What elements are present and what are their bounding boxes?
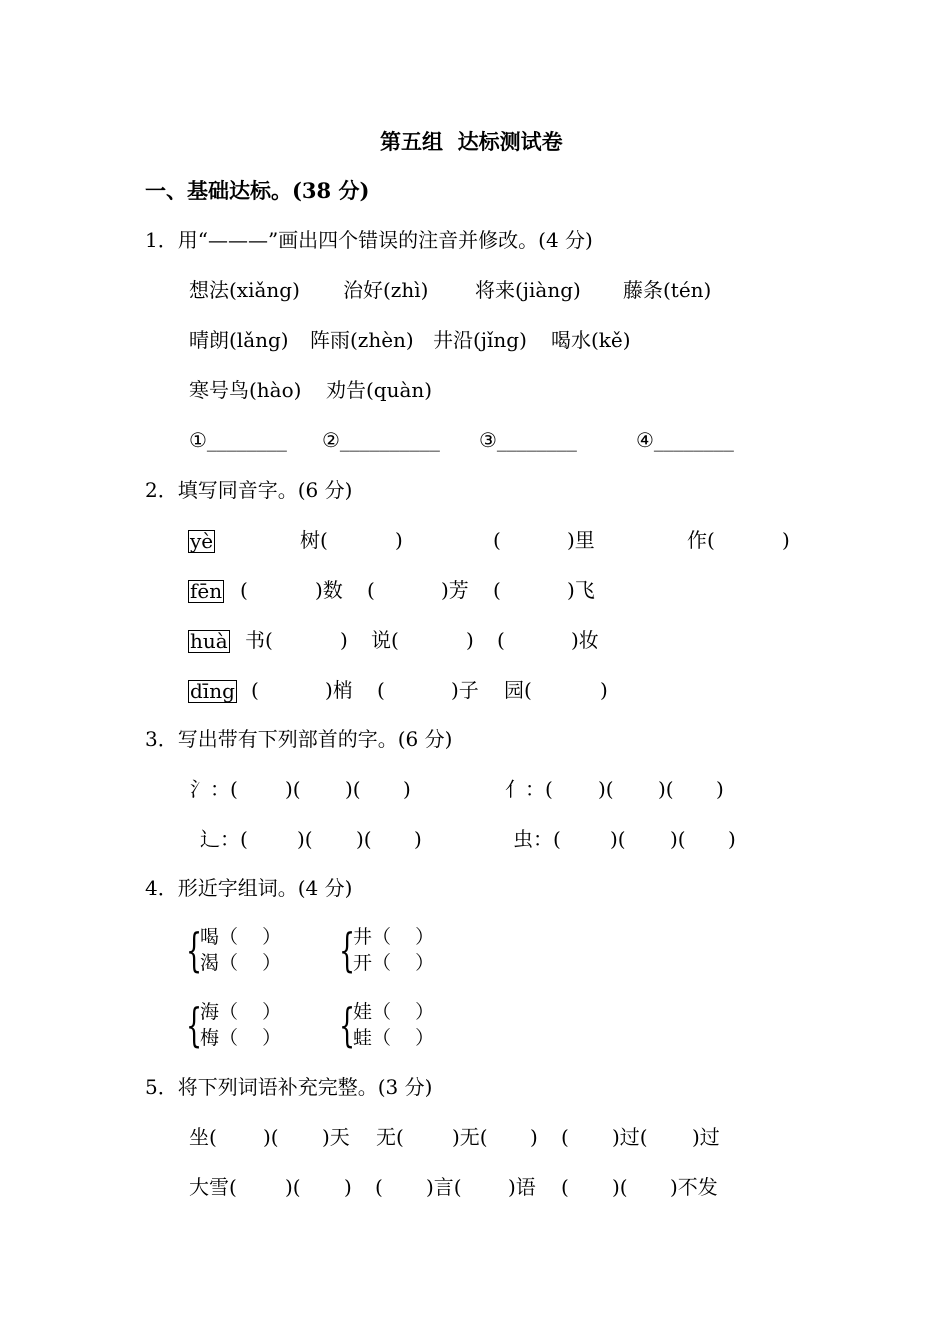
similar-char-word: 蛙（ ） (353, 1027, 435, 1049)
fill-text: )里 (567, 528, 595, 552)
radical-row: )( (670, 827, 686, 851)
radical-row: )( (285, 777, 301, 801)
similar-char-word: 开（ ） (353, 952, 435, 974)
fill-text: 园( (504, 678, 532, 702)
pinyin-item: 晴朗(lǎng) (189, 328, 289, 352)
pinyin-box: yè (190, 529, 214, 553)
fill-text: ) (340, 628, 348, 652)
fill-text: )子 (451, 678, 479, 702)
brace-icon: { (186, 998, 203, 1052)
pinyin-box: huà (190, 629, 228, 653)
pinyin-item: 阵雨(zhèn) (310, 328, 414, 352)
idiom-part: )过( (612, 1125, 648, 1149)
radical-row: 辶：( (200, 827, 248, 851)
answer-blank[interactable]: ③________ (479, 428, 577, 452)
pinyin-item: 治好(zhì) (343, 278, 429, 302)
radical-row: 虫：( (513, 827, 561, 851)
fill-text: ( (497, 628, 505, 652)
similar-char-word: 梅（ ） (200, 1027, 282, 1049)
question-3-prompt: 3．写出带有下列部首的字。(6 分) (145, 727, 453, 751)
idiom-part: ( (561, 1175, 569, 1199)
radical-row: ) (716, 777, 724, 801)
pinyin-item: 喝水(kě) (551, 328, 631, 352)
answer-blank[interactable]: ④________ (636, 428, 734, 452)
question-2-prompt: 2．填写同音字。(6 分) (145, 478, 353, 502)
pinyin-item: 井沿(jǐng) (433, 328, 527, 352)
similar-char-word: 渴（ ） (200, 952, 282, 974)
question-1-prompt: 1．用“———”画出四个错误的注音并修改。(4 分) (145, 228, 593, 252)
fill-text: 树( (300, 528, 328, 552)
idiom-part: )无( (452, 1125, 488, 1149)
fill-text: )梢 (325, 678, 353, 702)
radical-row: )( (598, 777, 614, 801)
idiom-part: )( (285, 1175, 301, 1199)
idiom-part: )语 (508, 1175, 536, 1199)
brace-icon: { (186, 923, 203, 977)
radical-row: ) (403, 777, 411, 801)
idiom-part: ) (530, 1125, 538, 1149)
radical-row: 氵：( (190, 777, 238, 801)
question-4-prompt: 4．形近字组词。(4 分) (145, 876, 353, 900)
fill-text: )数 (315, 578, 343, 602)
idiom-part: ( (375, 1175, 383, 1199)
fill-text: )芳 (441, 578, 469, 602)
pinyin-item: 寒号鸟(hào) (189, 378, 302, 402)
pinyin-box: dīng (190, 679, 235, 703)
fill-text: ) (782, 528, 790, 552)
idiom-part: ( (561, 1125, 569, 1149)
radical-row: )( (356, 827, 372, 851)
radical-row: 亻：( (505, 777, 553, 801)
idiom-part: ) (344, 1175, 352, 1199)
fill-text: ( (367, 578, 375, 602)
question-5-prompt: 5．将下列词语补充完整。(3 分) (145, 1075, 433, 1099)
idiom-part: )( (612, 1175, 628, 1199)
similar-char-word: 喝（ ） (200, 926, 282, 948)
radical-row: )( (610, 827, 626, 851)
fill-text: ) (600, 678, 608, 702)
pinyin-box: fēn (190, 579, 223, 603)
idiom-part: )( (263, 1125, 279, 1149)
idiom-part: )天 (322, 1125, 350, 1149)
answer-blank[interactable]: ①________ (189, 428, 287, 452)
radical-row: )( (658, 777, 674, 801)
idiom-part: )过 (692, 1125, 720, 1149)
brace-icon: { (339, 923, 356, 977)
pinyin-item: 想法(xiǎng) (189, 278, 300, 302)
radical-row: ) (414, 827, 422, 851)
radical-row: )( (297, 827, 313, 851)
answer-blank[interactable]: ②__________ (322, 428, 440, 452)
fill-text: )妆 (571, 628, 599, 652)
fill-text: )飞 (567, 578, 595, 602)
idiom-part: )言( (426, 1175, 462, 1199)
fill-text: ( (493, 528, 501, 552)
page-title: 第五组 达标测试卷 (380, 129, 563, 154)
pinyin-item: 将来(jiàng) (475, 278, 581, 302)
similar-char-word: 娃（ ） (353, 1001, 435, 1023)
idiom-part: 大雪( (189, 1175, 237, 1199)
idiom-part: 坐( (189, 1125, 217, 1149)
fill-text: ( (493, 578, 501, 602)
pinyin-item: 藤条(tén) (623, 278, 712, 302)
fill-text: 书( (245, 628, 273, 652)
idiom-part: 无( (376, 1125, 404, 1149)
pinyin-item: 劝告(quàn) (326, 378, 433, 402)
section-heading: 一、基础达标。(38 分) (145, 178, 370, 203)
fill-text: 作( (687, 528, 715, 552)
similar-char-word: 海（ ） (200, 1001, 282, 1023)
fill-text: ) (395, 528, 403, 552)
fill-text: ( (377, 678, 385, 702)
fill-text: ) (466, 628, 474, 652)
radical-row: )( (345, 777, 361, 801)
idiom-part: )不发 (670, 1175, 718, 1199)
fill-text: ( (240, 578, 248, 602)
similar-char-word: 井（ ） (353, 926, 435, 948)
radical-row: ) (728, 827, 736, 851)
brace-icon: { (339, 998, 356, 1052)
fill-text: ( (251, 678, 259, 702)
fill-text: 说( (371, 628, 399, 652)
